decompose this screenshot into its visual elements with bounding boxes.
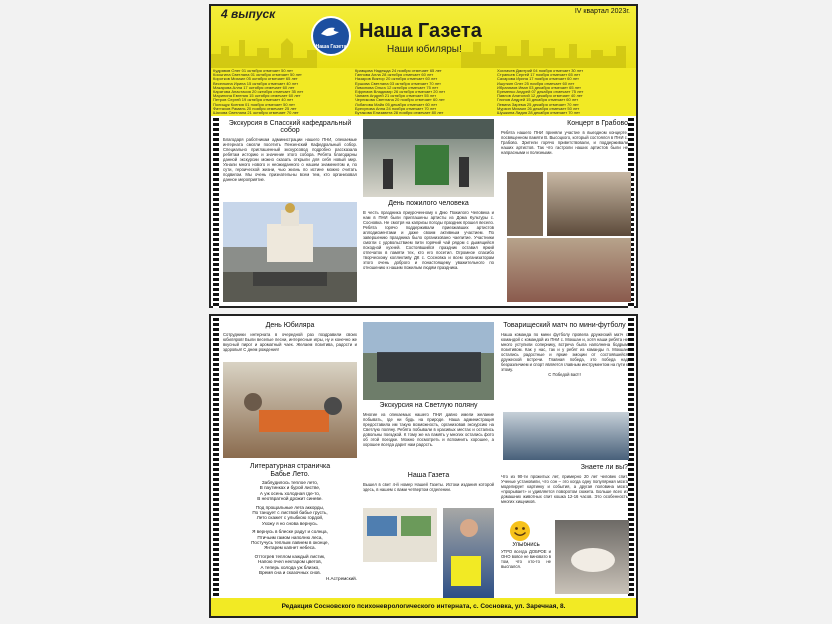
article-elderly-day <box>363 198 494 310</box>
article-newspaper-release <box>363 470 494 506</box>
article-text: В честь праздника приуроченному к Дню Пожилого Человека и нам в ПНИ были приглашены артисты из Дома Культуры с. Сосновка. Не смотря на капризы погоды праздник прошел весело. Ребята горячо поддерживали приезжавших артистов аплодисментами и даже своим активным участием. По завершению праздника было организовано чаепитие. Участники смогли с удовольствием пити горячий чай рядом с дымящейся походной кухней. Состоявшийся праздник оставил яркий отпечаток в памяти тех, кто его посетил. Огромное спасибо творческому коллективу ДК с. Сосновка и всем организаторам этого очень доброго и понастоящему уважительного по отношению к нашим пожилым людям праздника. <box>363 210 494 270</box>
birthday-entry: Кудрявов Олег 01 октября отмечает 50 лет <box>213 68 293 73</box>
birthday-entry: Павлов Анатолий 12 декабря отмечает 40 лет <box>497 93 583 99</box>
poem-line: В неотвратной дрожит синеве. <box>257 496 323 502</box>
article-grabovo-concert <box>501 118 628 170</box>
literary-heading: Литературная страничка <box>249 463 331 470</box>
poem-author: Н.Астремский. <box>325 575 357 581</box>
stand-photo <box>363 508 437 562</box>
birthday-entry: Косыгина Светлана 01 октября отмечает 50 лет <box>213 72 302 78</box>
birthday-entry: Назаров Виктор 20 октября отмечает 60 лет <box>355 76 438 82</box>
dove-logo-icon <box>311 16 351 56</box>
editorial-footer: Редакция Сосновского психоневрологического интерната, с. Сосновка, ул. Заречная, 8. <box>211 598 636 616</box>
article-heading: Товарищеский матч по мини-футболу <box>503 322 626 329</box>
article-jubilee-day <box>223 320 357 362</box>
article-heading: День Юбиляра <box>265 322 315 329</box>
birthday-entry: Ершова Светлана 03 октября отмечает 70 лет <box>355 80 441 86</box>
article-closing: С Победой вас!!! <box>548 372 581 377</box>
elderly-day-photo <box>363 119 494 197</box>
birthday-entry: Еременко Андрей 07 декабря отмечает 75 лет <box>497 89 584 95</box>
birthday-entry: Каратова Анастасия 20 октября отмечает 35 лет <box>213 89 304 95</box>
poem-line: В паутинках и бурой листве, <box>259 485 321 491</box>
article-text: Благодаря работникам администрации нашего ПНИ, опекаемые интерната смогли посетить Пензенский Кафедральный собор. Специально приглашенный экскурсовод подробно рассказала ребятам историю и значение этого собора. Ребята благодарны данной экскурсии можно сказать открыли для себя новый мир. Узнали много нового и неожиданного о нашем знаменитом и, по сути, героической жизни, чью жизнь по истине можно считать подвигом. Мы очень признательны всем тем, кто организовал данное мероприятие. <box>223 137 357 182</box>
birthday-entry: Чапаев Андрей 21 октября отмечает 55 лет <box>355 93 437 99</box>
poem-line: Напою пчел нектаром цветов, <box>258 559 322 565</box>
poem-line: А уж осень холодная где-то, <box>259 490 321 496</box>
poem-text <box>223 480 357 581</box>
poem-line: Я вернусь в блеске радуг и солнца, <box>252 529 328 535</box>
smiley-emoji-icon <box>509 520 531 542</box>
issue-quarter: IV квартал 2023г. <box>574 8 630 15</box>
article-heading: День пожилого человека <box>388 200 469 207</box>
article-text: Вышел в свет 4-й номер Нашей Газеты. Истоки издания которой здесь, в нашем с вами четвертом отделении. <box>363 482 494 492</box>
birthday-list-2 <box>353 68 495 116</box>
literary-page <box>223 462 357 598</box>
birthday-entry: Мурзин Михаил 26 декабря отмечает 50 лет <box>497 105 580 111</box>
birthday-entry: Ганнова Алла 28 октября отмечает 60 лет <box>355 72 434 78</box>
poem-line: А теперь холода уж близко, <box>260 564 320 570</box>
birthday-entry: Фаттахов Рамиль 20 ноября отмечает 25 лет <box>213 105 297 111</box>
dashed-border-left <box>213 118 219 308</box>
football-teams-photo <box>503 412 629 460</box>
birthday-entry: Ибрагимов Иван 03 декабря отмечает 65 лет <box>497 84 581 90</box>
article-cathedral <box>223 118 357 198</box>
birthday-entry: Черникова Светлана 20 ноября отмечает 60 лет <box>355 97 445 103</box>
birthday-entry: Брехунова Анна 24 ноября отмечает 70 лет <box>355 105 437 111</box>
poem-line: Под прощальные лета аккорды, <box>255 504 325 510</box>
poem-line: Лето скажет с улыбкою гордой, <box>256 515 324 521</box>
article-text: Наша команда по мини футболу провела дружеский матч с командой с командой из ПНИ с. Мокшан и, хотя наши ребята не много уступили сопернику, встреча была наполнена бодрым позитивом. Как у нас, так и у ребят из команды п. Мокшан остались радостные и яркие эмоции от состоявшейся дружеской встречи. Главная победа, это победа над безразличием и спорт является главным инструментом на пути к этому. <box>501 332 628 372</box>
poem-line: Время сна и сказочных снов. <box>259 570 321 576</box>
birthday-entry: Глинов Андрей 15 декабря отмечает 60 лет <box>497 97 579 103</box>
article-text: Что из 90-ти прожитых лет, примерно 20 лет человек спит. Ученые установили, что сон – это когда одну популярная мозга моделирует картинку и события, а другая половина мозга «прорывает» и удивляется поворотом сюжета. Больше всех из домашних животных спит кошка 12-16 часов. Это особенность многих хищников. <box>501 474 628 504</box>
birthday-entry: Лимонова Ольга 12 октября отмечает 75 лет <box>355 84 439 90</box>
birthday-entry: Левина Зарема 25 декабря отмечает 70 лет <box>497 101 579 107</box>
birthday-entry: Лобанова Майя 05 декабря отмечает 60 лет <box>355 101 438 107</box>
logo-caption: Наша Газета <box>315 44 347 50</box>
birthday-list-3 <box>495 68 636 116</box>
poem-title: Бабье Лето. <box>270 471 310 478</box>
poem-line: Оттогрев теплом каждый листик, <box>254 553 326 559</box>
birthday-entry: Веселкина Ирина 15 октября отмечает 40 лет <box>213 80 299 86</box>
birthday-entry: Кравцова Надежда 24 ноября отмечает 65 лет <box>355 68 442 73</box>
birthday-entry: Сахарова Ирина 17 ноября отмечает 60 лет <box>497 76 579 82</box>
article-text: Сотрудники интерната в очередной раз поздравили своих юбиляров! Были веселые песни, интересные игры, ну и конечно же вкусный пирог и ароматный чаек. Желаем позитива, радости и здоровья! С днем рождения! <box>223 332 357 352</box>
poem-line: Ухожу я но снова вернусь. <box>261 520 319 526</box>
article-heading: Экскурсия в Спасский кафедральный собор <box>228 120 352 134</box>
poem-line: Заблудилось теплое лето, <box>261 480 319 485</box>
article-heading: Экскурсия на Светлую поляну <box>379 402 478 409</box>
newspaper-title: Наша Газета <box>359 20 482 42</box>
article-excursion-glade <box>363 400 494 470</box>
excursion-group-photo <box>363 322 494 400</box>
sleeping-cat-photo <box>555 520 629 594</box>
guitarist-photo <box>547 172 631 236</box>
birthday-entry: Хохлачев Дмитрий 04 ноября отмечает 30 лет <box>497 68 584 73</box>
newspaper-page-1 <box>209 4 638 308</box>
cathedral-photo <box>223 202 357 302</box>
article-heading: Знаете ли вы? <box>580 464 628 471</box>
article-text: Многие из опекаемых нашего ПНИ давно имели желание побывать, где ни будь на природе. Наша администрация предоставила им такую возможность, организовав экскурсию на Светлую поляну. Ребята побывали в красивых местах и остались довольны поездкой. К тому же на память у многих остались фото об этой поездке. Можно посмотреть и вспомнить хорошее, а хорошее всегда дарит нам радость. <box>363 412 494 447</box>
birthday-entry: Полищук Ксения 01 ноября отмечает 50 лет <box>213 101 295 107</box>
birthday-entry: Страньев Сергей 17 ноября отмечает 65 лет <box>497 72 581 78</box>
birthday-entry: Шахова Светлана 21 октября отмечает 70 лет <box>213 110 299 116</box>
birthday-entry: Коротков Михаил 05 октября отмечает 65 лет <box>213 76 298 82</box>
article-heading: Улыбнись <box>512 542 540 548</box>
poem-line: По танцует с листвой бабье грусть, <box>252 510 328 516</box>
masthead <box>211 6 636 68</box>
article-heading: Наша Газета <box>407 472 450 479</box>
article-text: Ребята нашего ПНИ приняли участие в выездном концерте, посвященном памяти В. Высоцкого, который состоялся в ПНИ с. Грабово. Зрители горячо приветствовали, и поддерживали наших артистов. Так что гастроли наших артистов были не напрасными и полезными. <box>501 130 628 155</box>
poem-line: Янтарем капнет небеса. <box>264 545 316 551</box>
article-smile <box>501 542 551 598</box>
jubilee-party-photo <box>223 362 357 458</box>
article-heading: Концерт в Грабово <box>567 120 628 127</box>
reader-with-newspaper-photo <box>443 508 494 598</box>
audience-photo <box>507 238 631 302</box>
poem-line: Птичьим гамом наполню леса, <box>257 534 323 540</box>
birthday-entry: Бутакова Елизавета 28 ноября отмечает 80 лет <box>355 110 444 116</box>
singer-photo <box>507 172 543 236</box>
birthday-entry: Ишуткин Олег 25 ноября отмечает 60 лет <box>497 80 575 86</box>
birthday-entry: Макарова Алла 17 октября отмечает 60 лет <box>213 84 295 90</box>
newspaper-subtitle: Наши юбиляры! <box>387 44 462 55</box>
birthday-entry: Ефремов Владимир 26 октября отмечает 20 лет <box>355 89 446 95</box>
article-did-you-know <box>501 462 628 518</box>
birthday-entry: Маринина Евгения 15 октября отмечает 60 лет <box>213 93 301 99</box>
article-text: УТРО всегда ДОБРОЕ и ОНО вовсе не виновато в том, что кто-то не выспался. <box>501 549 551 569</box>
birthday-entry: Шушкина Лидия 28 декабря отмечает 70 лет <box>497 110 581 116</box>
article-football-match <box>501 320 628 410</box>
birthday-list-1 <box>211 68 353 116</box>
newspaper-page-2 <box>209 314 638 618</box>
issue-number: 4 выпуск <box>221 7 276 21</box>
birthday-entry: Петров Сергей 19 октября отмечает 40 лет <box>213 97 294 103</box>
dashed-border-left <box>213 318 219 598</box>
poem-line: Постучусь теплым лавнем в оконце, <box>251 540 329 546</box>
